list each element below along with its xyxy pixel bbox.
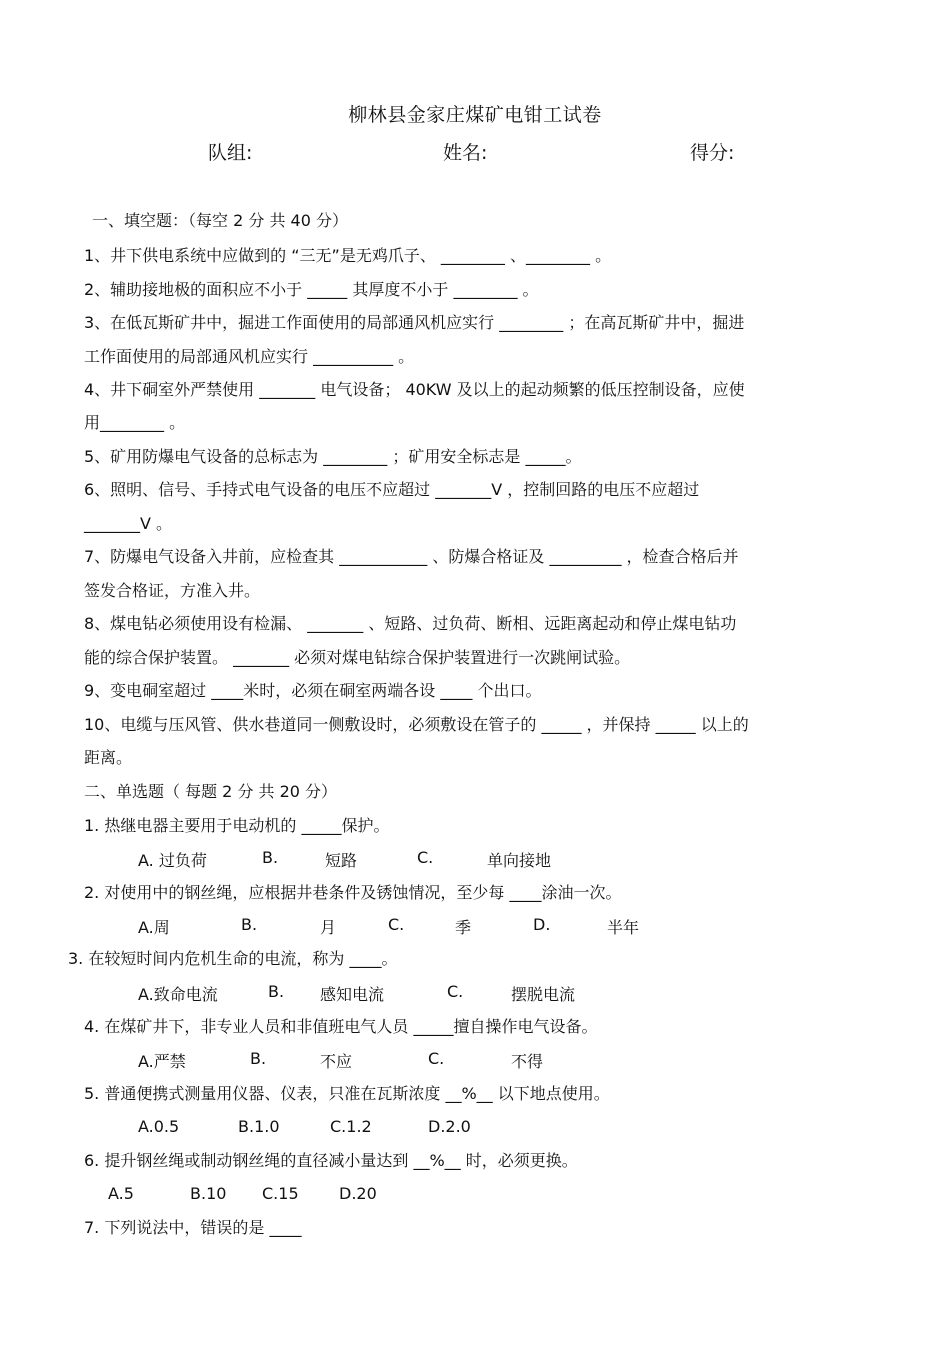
choice-question: 3. 在较短时间内危机生命的电流，称为 ____。 xyxy=(68,949,398,968)
choice-option: 感知电流 xyxy=(320,985,385,1004)
choice-question: 4. 在煤矿井下，非专业人员和非值班电气人员 _____擅自操作电气设备。 xyxy=(84,1017,598,1036)
choice-option: B. xyxy=(268,982,285,1001)
choice-option: 季 xyxy=(455,918,472,937)
choice-option: 不应 xyxy=(320,1052,353,1071)
choice-option: A.0.5 xyxy=(138,1117,180,1136)
choice-option: D.2.0 xyxy=(428,1117,471,1136)
choice-option: 短路 xyxy=(325,851,358,870)
fill-question-line: 5、矿用防爆电气设备的总标志为 ________ ；矿用安全标志是 _____。 xyxy=(84,447,582,466)
header-row xyxy=(0,138,950,168)
name-label: 姓名: xyxy=(443,142,488,164)
fill-question-line: 用________ 。 xyxy=(84,413,186,432)
choice-option: B.10 xyxy=(190,1184,227,1203)
fill-question-line: 4、井下硐室外严禁使用 _______ 电气设备； 40KW 及以上的起动频繁的低压控制设备，应使 xyxy=(84,380,745,399)
choice-option: B.1.0 xyxy=(238,1117,280,1136)
fill-question-line: _______V 。 xyxy=(84,514,173,533)
choice-question: 7. 下列说法中，错误的是 ____ xyxy=(84,1218,302,1237)
choice-option: A.致命电流 xyxy=(138,985,218,1004)
choice-option: 月 xyxy=(320,918,337,937)
fill-question-line: 10、电缆与压风管、供水巷道同一侧敷设时，必须敷设在管子的 _____ ，并保持 _____ 以上的 xyxy=(84,715,749,734)
choice-option: B. xyxy=(250,1049,267,1068)
fill-question-line: 能的综合保护装置。 _______ 必须对煤电钻综合保护装置进行一次跳闸试验。 xyxy=(84,648,631,667)
choice-option: C. xyxy=(388,915,405,934)
fill-question-line: 工作面使用的局部通风机应实行 __________ 。 xyxy=(84,347,415,366)
choice-option: C.1.2 xyxy=(330,1117,372,1136)
fill-question-line: 9、变电硐室超过 ____米时，必须在硐室两端各设 ____ 个出口。 xyxy=(84,681,542,700)
choice-option: 不得 xyxy=(511,1052,544,1071)
choice-option: A.严禁 xyxy=(138,1052,186,1071)
document-title: 柳林县金家庄煤矿电钳工试卷 xyxy=(348,104,602,126)
choice-option: C. xyxy=(447,982,464,1001)
choice-question: 6. 提升钢丝绳或制动钢丝绳的直径减小量达到 __%__ 时，必须更换。 xyxy=(84,1151,578,1170)
fill-question-line: 3、在低瓦斯矿井中，掘进工作面使用的局部通风机应实行 ________ ；在高瓦斯矿井中，掘进 xyxy=(84,313,745,332)
choice-option: A.周 xyxy=(138,918,170,937)
choice-option: 摆脱电流 xyxy=(511,985,576,1004)
choice-option: C.15 xyxy=(262,1184,299,1203)
fill-question-line: 签发合格证，方准入井。 xyxy=(84,581,261,600)
choice-question: 5. 普通便携式测量用仪器、仪表，只准在瓦斯浓度 __%__ 以下地点使用。 xyxy=(84,1084,610,1103)
choice-option: B. xyxy=(241,915,258,934)
fill-question-line: 1、井下供电系统中应做到的 “三无”是无鸡爪子、 ________ 、________ 。 xyxy=(84,246,612,265)
section1-heading: 一、填空题：（每空 2 分 共 40 分） xyxy=(92,211,348,230)
score-label: 得分: xyxy=(690,142,735,164)
choice-question: 1. 热继电器主要用于电动机的 _____保护。 xyxy=(84,816,390,835)
fill-question-line: 距离。 xyxy=(84,748,133,767)
choice-option: D. xyxy=(533,915,551,934)
choice-option: A.5 xyxy=(108,1184,134,1203)
fill-question-line: 7、防爆电气设备入井前，应检查其 ___________ 、防爆合格证及 _________ ，检查合格后并 xyxy=(84,547,739,566)
choice-option: 单向接地 xyxy=(487,851,552,870)
choice-option: C. xyxy=(417,848,434,867)
choice-question: 2. 对使用中的钢丝绳，应根据井巷条件及锈蚀情况，至少每 ____涂油一次。 xyxy=(84,883,622,902)
choice-option: B. xyxy=(262,848,279,867)
fill-question-line: 6、照明、信号、手持式电气设备的电压不应超过 _______V ，控制回路的电压不应超过 xyxy=(84,480,700,499)
choice-option: C. xyxy=(428,1049,445,1068)
section2-heading: 二、单选题（ 每题 2 分 共 20 分） xyxy=(84,782,338,801)
choice-option: A. 过负荷 xyxy=(138,851,207,870)
fill-question-line: 8、煤电钻必须使用设有检漏、 _______ 、短路、过负荷、断相、远距离起动和停止煤电钻功 xyxy=(84,614,737,633)
fill-question-line: 2、辅助接地极的面积应不小于 _____ 其厚度不小于 ________ 。 xyxy=(84,280,539,299)
team-label: 队组: xyxy=(208,142,253,164)
choice-option: 半年 xyxy=(607,918,640,937)
choice-option: D.20 xyxy=(339,1184,377,1203)
